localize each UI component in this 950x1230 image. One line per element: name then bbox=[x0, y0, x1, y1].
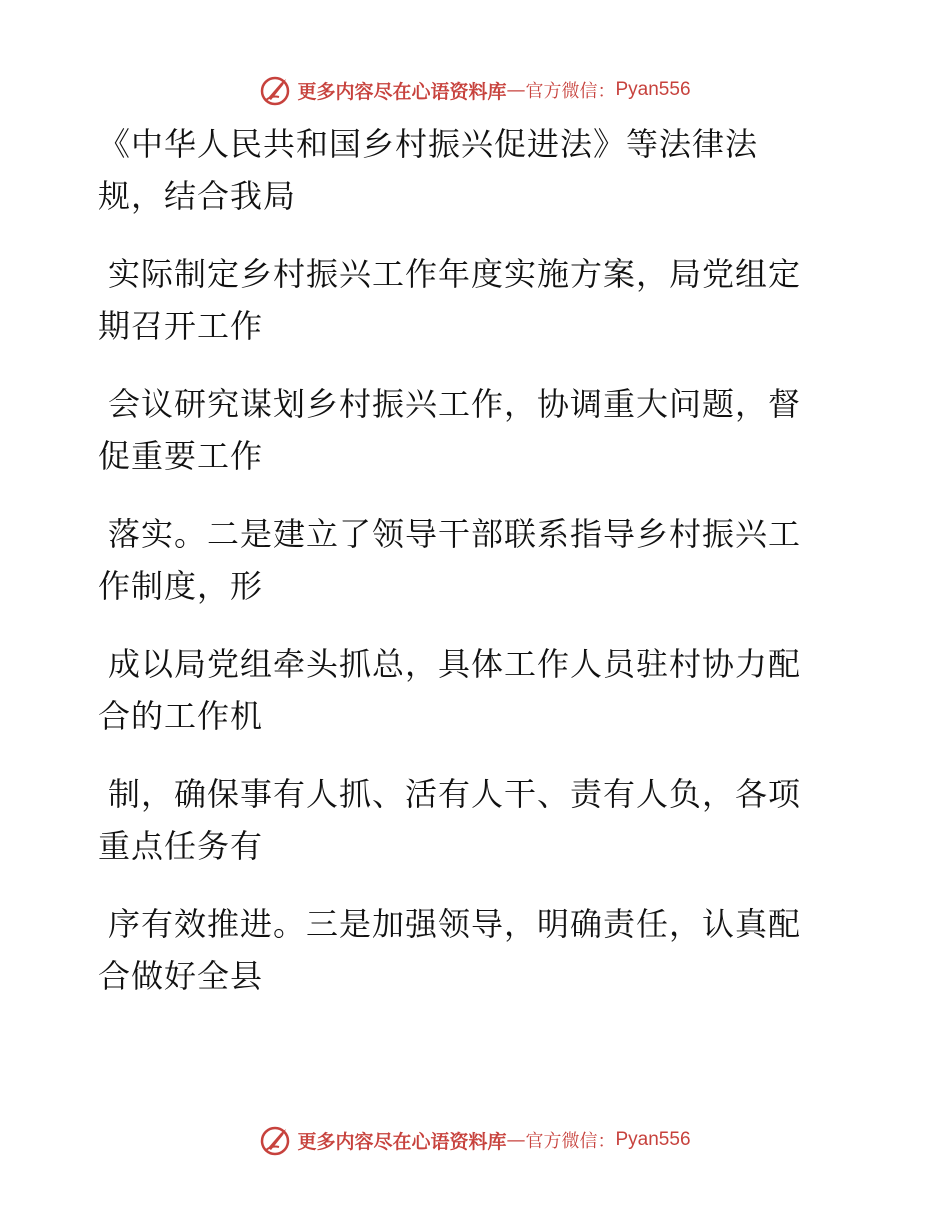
header-watermark bbox=[0, 70, 950, 110]
text-line: 会议研究谋划乡村振兴工作，协调重大问题，督 bbox=[108, 385, 802, 423]
watermark-title: 更多内容尽在心语资料库 bbox=[297, 80, 507, 103]
document-body bbox=[98, 118, 838, 1002]
footer-watermark bbox=[0, 1120, 950, 1160]
text-line: 合的工作机 bbox=[98, 697, 264, 735]
watermark-dash: — bbox=[506, 79, 526, 101]
text-line: 《中华人民共和国乡村振兴促进法》等法律法 bbox=[98, 125, 759, 163]
watermark-id: Pyan556 bbox=[615, 79, 691, 100]
text-line: 序有效推进。三是加强领导，明确责任，认真配 bbox=[108, 905, 802, 943]
pen-logo-icon bbox=[259, 73, 293, 107]
pen-logo-icon bbox=[259, 1123, 293, 1157]
text-line: 作制度，形 bbox=[98, 567, 264, 605]
text-line: 促重要工作 bbox=[98, 437, 264, 475]
text-line: 期召开工作 bbox=[98, 307, 264, 345]
text-line: 规，结合我局 bbox=[98, 177, 297, 215]
text-line: 制，确保事有人抓、活有人干、责有人负，各项 bbox=[108, 775, 802, 813]
text-line: 重点任务有 bbox=[98, 827, 264, 865]
text-line: 实际制定乡村振兴工作年度实施方案，局党组定 bbox=[108, 255, 802, 293]
text-line: 成以局党组牵头抓总，具体工作人员驻村协力配 bbox=[108, 645, 802, 683]
watermark-id: Pyan556 bbox=[615, 1129, 691, 1150]
watermark-title: 更多内容尽在心语资料库 bbox=[297, 1130, 507, 1153]
watermark-label: 官方微信： bbox=[525, 1131, 616, 1152]
watermark-label: 官方微信： bbox=[525, 81, 616, 102]
text-line: 落实。二是建立了领导干部联系指导乡村振兴工 bbox=[108, 515, 802, 553]
watermark-dash: — bbox=[506, 1129, 526, 1151]
text-line: 合做好全县 bbox=[98, 957, 264, 995]
